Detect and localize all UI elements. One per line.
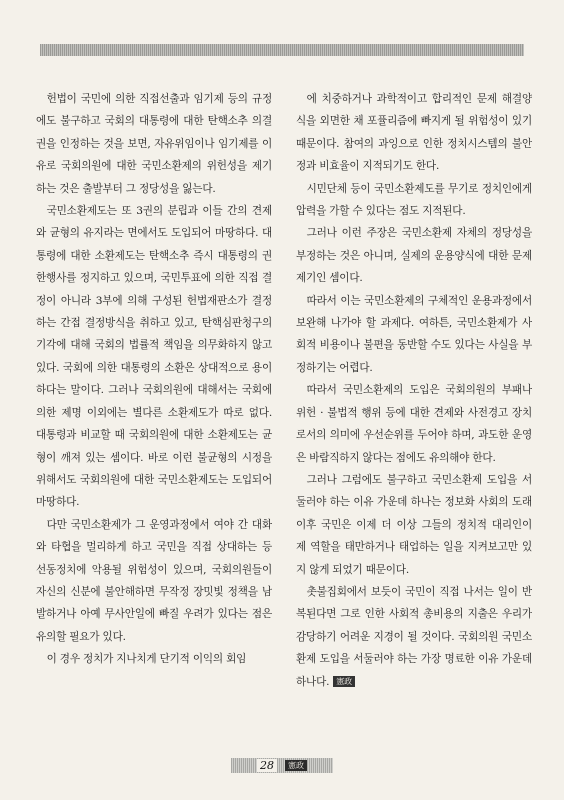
paragraph-last-text: 촛불집회에서 보듯이 국민이 직접 나서는 일이 반복된다면 그로 인한 사회적 총비용의 지출은 우리가 감당하기 어려운 지경이 될 것이다. 국회의원 국민소환제 도입을 서둘러야 하는 가장 명료한 이유 가운데 하나다. [296,585,532,688]
right-column [296,88,532,728]
left-column [36,88,272,728]
page-footer [231,758,333,773]
paragraph-last [296,581,532,693]
paragraph: 헌법이 국민에 의한 직접선출과 임기제 등의 규정에도 불구하고 국회의 대통령에 대한 탄핵소추 의결권을 인정하는 것을 보면, 자유위임이나 임기제를 이유로 국회의원에 대한 국민소환제의 위헌성을 제기하는 것은 출발부터 그 정당성을 잃는다. [36,93,272,195]
header-band [40,44,524,56]
paragraph: 따라서 국민소환제의 도입은 국회의원의 부패나 위헌 · 불법적 행위 등에 대한 견제와 사전경고 장치로서의 의미에 우선순위를 두어야 하며, 과도한 운영은 바람직하지 않다는 점에도 유의해야 한다. [296,384,532,464]
paragraph: 그러나 그럼에도 불구하고 국민소환제 도입을 서둘러야 하는 이유 가운데 하나는 정보화 사회의 도래 이후 국민은 이제 더 이상 그들의 정치적 대리인이 제 역할을 태만하거나 태업하는 일을 지켜보고만 있지 않게 되었기 때문이다. [296,473,532,576]
paragraph: 시민단체 등이 국민소환제도를 무기로 정치인에게 압력을 가할 수 있다는 점도 지적된다. [296,182,532,218]
paragraph: 이 경우 정치가 지나치게 단기적 이익의 회임 [46,653,247,666]
article-body [36,88,532,728]
paragraph: 다만 국민소환제가 그 운영과정에서 여야 간 대화와 타협을 멀리하게 하고 국민을 직접 상대하는 등 선동정치에 악용될 위험성이 있으며, 국회의원들이 자신의 신분에 불안해하면 무작정 장밋빛 정책을 남발하거나 아예 무사안일에 빠질 우려가 있다는 점은 유의할 필요가 있다. [36,518,272,643]
end-mark-logo: 憲政 [333,676,355,687]
footer-logo: 憲政 [285,760,307,771]
paragraph: 따라서 이는 국민소환제의 구체적인 운용과정에서 보완해 나가야 할 과제다. 여하튼, 국민소환제가 사회적 비용이나 불편을 동반할 수도 있다는 사실을 부정하기는 어렵다. [296,294,532,374]
page-number: 28 [257,759,277,772]
paragraph: 그러나 이런 주장은 국민소환제 자체의 정당성을 부정하는 것은 아니며, 실제의 운용양식에 대한 문제제기인 셈이다. [296,227,532,285]
paragraph: 에 치중하거나 과학적이고 합리적인 문제 해결양식을 외면한 채 포퓰리즘에 빠지게 될 위험성이 있기 때문이다. 참여의 과잉으로 인한 정치시스템의 불안정과 비효율이 지적되기도 한다. [296,93,532,173]
paragraph: 국민소환제도는 또 3권의 분립과 이들 간의 견제와 균형의 유지라는 면에서도 도입되어 마땅하다. 대통령에 대한 소환제도는 탄핵소추 즉시 대통령의 권한행사를 정지하고 있으며, 국민투표에 의한 직접 결정이 아니라 3부에 의해 구성된 헌법재판소가 결정하는 간접 결정방식을 취하고 있고, 탄핵심판청구의 기각에 대해 국회의 법률적 책임을 의무화하지 않고 있다. 국회에 의한 대통령의 소환은 상대적으로 용이하다는 말이다. 그러나 국회의원에 대해서는 국회에 의한 제명 이외에는 별다른 소환제도가 따로 없다. 대통령과 비교할 때 국회의원에 대한 소환제도는 균형이 깨져 있는 셈이다. 바로 이런 불균형의 시정을 위해서도 국회의원에 대한 국민소환제도는 도입되어 마땅하다. [36,205,272,509]
